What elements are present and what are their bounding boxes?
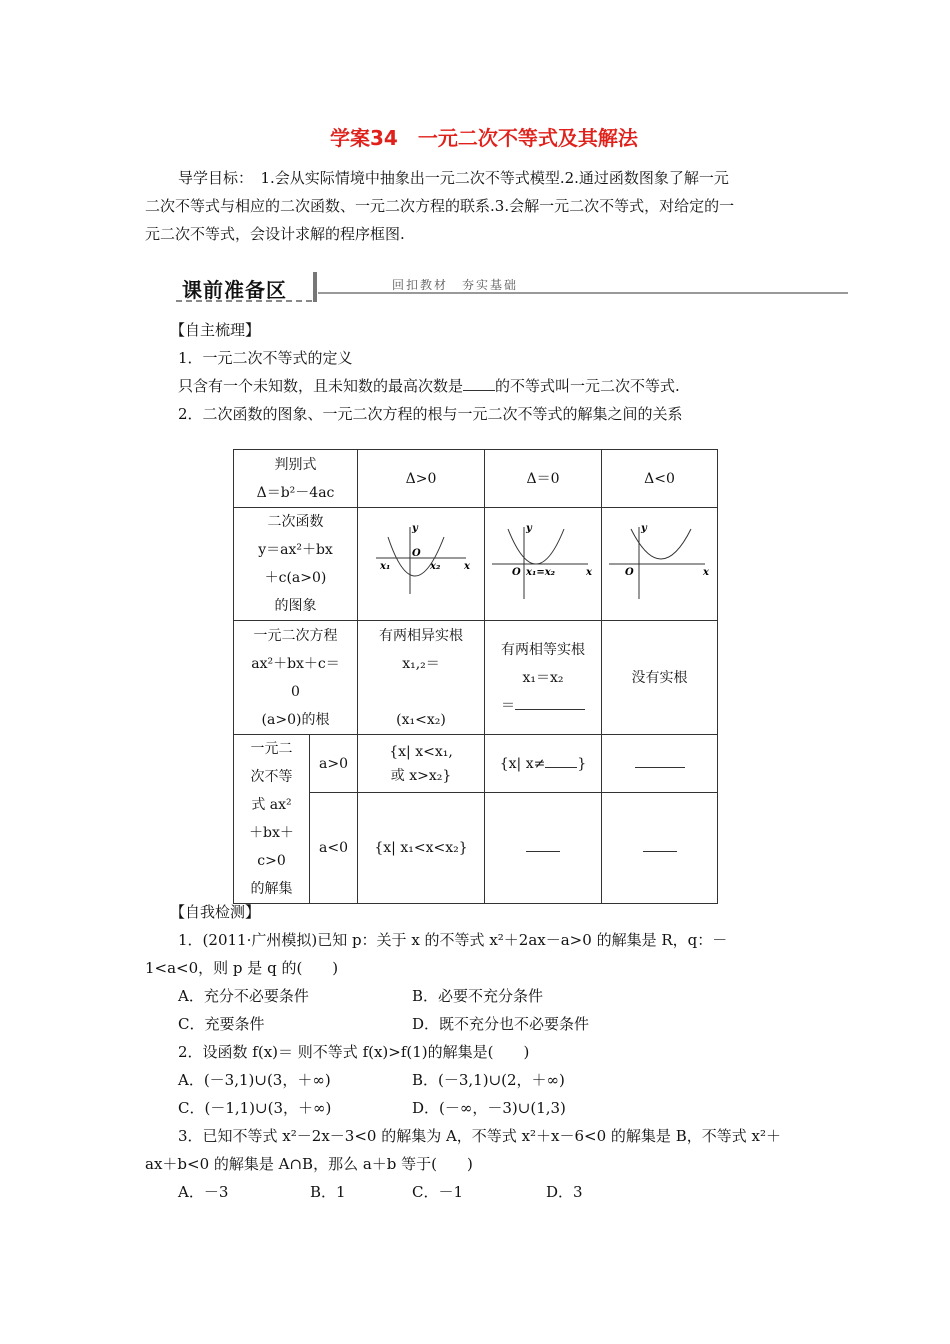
svg-text:x: x: [586, 567, 592, 578]
text: {x| x<x₁,: [389, 743, 453, 760]
text: x₁＝x₂: [522, 669, 564, 686]
svg-text:y: y: [640, 523, 647, 534]
divider: [313, 272, 317, 302]
section-banner-title: 课前准备区: [182, 278, 287, 302]
text: 式 ax²: [251, 797, 292, 813]
svg-text:O: O: [624, 567, 634, 578]
fill-blank: [545, 753, 577, 768]
option-c[interactable]: C．充要条件: [178, 1015, 265, 1033]
divider: [176, 300, 312, 302]
option-d[interactable]: D．3: [546, 1183, 583, 1201]
text: ＋bx＋: [249, 825, 294, 841]
row-label: [234, 735, 310, 904]
solution-cell: [485, 793, 602, 904]
text: 有两相等实根: [501, 641, 585, 658]
solution-cell: [485, 735, 602, 793]
solution-cell: [602, 735, 718, 793]
option-b[interactable]: B．必要不充分条件: [412, 987, 544, 1005]
svg-text:x: x: [464, 561, 470, 572]
text: {x| x≠: [499, 755, 546, 772]
page-title: 学案34 一元二次不等式及其解法: [330, 126, 638, 150]
question-1: 1<a<0，则 p 是 q 的( ): [145, 959, 339, 977]
option-a[interactable]: A．充分不必要条件: [178, 987, 309, 1005]
row-label: [234, 621, 358, 735]
text: 有两相异实根: [379, 627, 463, 644]
two-roots-cell: [358, 621, 485, 735]
header-cell: Δ<0: [602, 450, 718, 508]
svg-text:x₂: x₂: [430, 561, 441, 572]
svg-text:O: O: [512, 567, 521, 578]
text: (a>0)的根: [261, 711, 330, 728]
solution-cell: [358, 735, 485, 793]
text: x₁,₂＝: [402, 655, 440, 672]
svg-text:x₁: x₁: [380, 561, 391, 572]
section-banner-subtitle: 回扣教材 夯实基础: [392, 278, 519, 292]
fill-blank: [526, 837, 560, 852]
svg-text:x: x: [702, 567, 709, 578]
svg-text:x₁=x₂: x₁=x₂: [526, 567, 556, 578]
fill-blank: [515, 695, 585, 710]
relationship-table: [233, 449, 718, 904]
question-2: 2．设函数 f(x)＝ 则不等式 f(x)>f(1)的解集是( ): [178, 1043, 530, 1061]
svg-text:y: y: [412, 523, 418, 534]
no-roots-cell: 没有实根: [602, 621, 718, 735]
fill-blank: [643, 837, 677, 852]
option-a[interactable]: A．(－3,1)∪(3，＋∞): [178, 1071, 331, 1089]
text: ＝: [501, 697, 515, 714]
goals-line: 二次不等式与相应的二次函数、一元二次方程的联系.3.会解一元二次不等式，对给定的一: [145, 197, 735, 215]
question-3: 3．已知不等式 x²－2x－3<0 的解集为 A，不等式 x²＋x－6<0 的解集是 B，不等式 x²＋: [178, 1127, 781, 1145]
text: 0: [291, 683, 300, 700]
text: }: [577, 755, 587, 772]
header-cell: Δ>0: [358, 450, 485, 508]
solution-cell: [602, 793, 718, 904]
option-d[interactable]: D．(－∞，－3)∪(1,3): [412, 1099, 566, 1117]
fill-blank: [635, 753, 685, 768]
item-heading: 2．二次函数的图象、一元二次方程的根与一元二次不等式的解集之间的关系: [178, 405, 683, 423]
a-positive-label: a>0: [310, 735, 358, 793]
option-a[interactable]: A．－3: [178, 1183, 229, 1201]
text: ＋c(a>0): [264, 570, 327, 586]
text: 的不等式叫一元二次不等式.: [495, 377, 680, 395]
text: Δ＝b²－4ac: [256, 484, 335, 501]
header-cell: [234, 450, 358, 508]
equal-roots-cell: [485, 621, 602, 735]
text: 的解集: [250, 881, 293, 897]
option-c[interactable]: C．(－1,1)∪(3，＋∞): [178, 1099, 332, 1117]
definition-text: [178, 376, 680, 396]
option-b[interactable]: B．(－3,1)∪(2，＋∞): [412, 1071, 565, 1089]
text: ax²＋bx＋c＝: [251, 655, 340, 672]
question-1: 1．(2011·广州模拟)已知 p：关于 x 的不等式 x²＋2ax－a>0 的解集是 R，q：－: [178, 931, 728, 949]
section-heading: 【自我检测】: [170, 903, 261, 921]
parabola-graph-two-roots: [358, 508, 485, 621]
text: 的图象: [274, 598, 317, 614]
text: 或 x>x₂}: [390, 767, 452, 784]
solution-cell: {x| x₁<x<x₂}: [358, 793, 485, 904]
goals-line: 元二次不等式，会设计求解的程序框图.: [145, 225, 405, 243]
parabola-graph-one-root: [485, 508, 602, 621]
option-d[interactable]: D．既不充分也不必要条件: [412, 1015, 590, 1033]
text: 一元二次方程: [253, 627, 338, 644]
fill-blank: [463, 376, 495, 391]
a-negative-label: a<0: [310, 793, 358, 904]
goals-line: 导学目标： 1.会从实际情境中抽象出一元二次不等式模型.2.通过函数图象了解一元: [178, 169, 729, 187]
section-heading: 【自主梳理】: [170, 321, 261, 339]
text: (x₁<x₂): [396, 711, 446, 728]
text: y＝ax²＋bx: [258, 542, 333, 558]
svg-text:y: y: [526, 523, 532, 534]
parabola-graph-no-root: [602, 508, 718, 621]
option-c[interactable]: C．－1: [412, 1183, 464, 1201]
question-3: ax＋b<0 的解集是 A∩B，那么 a＋b 等于( ): [145, 1155, 473, 1173]
text: 一元二: [250, 741, 293, 757]
text: 二次函数: [267, 514, 324, 530]
text: 只含有一个未知数，且未知数的最高次数是: [178, 377, 464, 395]
text: 判别式: [274, 456, 317, 473]
item-heading: 1．一元二次不等式的定义: [178, 349, 353, 367]
option-b[interactable]: B．1: [310, 1183, 346, 1201]
header-cell: Δ＝0: [485, 450, 602, 508]
row-label: [234, 508, 358, 621]
text: c>0: [257, 853, 286, 869]
svg-text:O: O: [412, 548, 421, 559]
text: 次不等: [250, 769, 293, 785]
